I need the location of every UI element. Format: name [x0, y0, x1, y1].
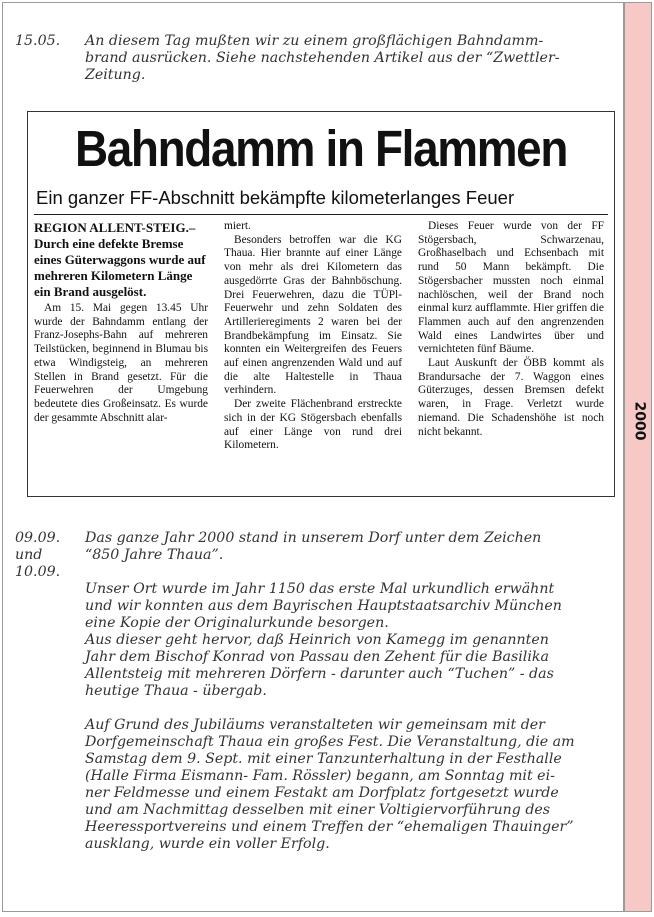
clipping-lead: REGION ALLENT-STEIG.– Durch eine defekte Bremse eines Güterwaggons wurde auf mehreren Kilometern Länge ein Brand ausgelöst. [34, 220, 206, 299]
date-line: 10.09. [15, 564, 61, 580]
clipping-paragraph: Am 15. Mai gegen 13.45 Uhr wurde der Bahndamm entlang der Franz-Josephs-Bahn auf mehreren Teilstücken, beginnend in Blumau bis etwa Windigsteig, an mehreren Stellen in Brand gesetzt. Für die Feuerwehren der Umgebung bedeutete dies Großeinsatz. Es wurde der gesammte Abschnitt alar- [34, 302, 208, 424]
entry-date [15, 530, 85, 581]
clipping-column-2 [224, 220, 402, 453]
text-line: (Halle Firma Eismann- Fam. Rössler) begann, am Sonntag mit ei- [85, 768, 555, 784]
text-line: und am Nachmittag desselben mit einer Voltigiervorführung des [85, 802, 551, 818]
text-line: An diesem Tag mußten wir zu einem großflächigen Bahndamm- [85, 33, 544, 49]
text-line: Das ganze Jahr 2000 stand in unserem Dorf unter dem Zeichen [85, 530, 542, 546]
text-line: Aus dieser geht hervor, daß Heinrich von Kamegg im genannten [85, 632, 549, 648]
clipping-paragraph: Besonders betroffen war die KG Thaua. Hier brannte auf einer Länge von mehr als drei Kilometern das ausgedörrte Gras der Bahnböschung. Drei Feuerwehren, dazu die TÜPl-Feuerwehr und zehn Soldaten des Artillerieregiments 2 waren bei der Brandbekämpfung im Einsatz. Sie konnten ein Weitergreifen des Feuers auf einen angrenzenden Wald und auf die alte Haltestelle in Thaua verhindern. [224, 233, 402, 397]
text-line: Heeressportvereins und einem Treffen der “ehemaligen Thauinger” [85, 819, 574, 835]
entry-date: 15.05. [15, 33, 61, 49]
entry-text [85, 33, 560, 84]
clipping-divider [34, 214, 608, 215]
text-line: Dorfgemeinschaft Thaua ein großes Fest. Die Veranstaltung, die am [85, 734, 575, 750]
text-line: brand ausrücken. Siehe nachstehenden Artikel aus der “Zwettler- [85, 50, 560, 66]
text-line: Auf Grund des Jubiläums veranstalteten wir gemeinsam mit der [85, 717, 545, 733]
clipping-paragraph: Dieses Feuer wurde von der FF Stögersbach, Schwarzenau, Großhaselbach und Echsenbach mit rund 50 Mann bekämpft. Die Stögersbacher mussten noch einmal nachlöschen, weil der Brand noch einmal kurz aufflammte. Hier griffen die Flammen auch auf den angrenzenden Wald eines Landwirtes über und vernichteten fünf Bäume. [418, 220, 604, 356]
clipping-paragraph: Laut Auskunft der ÖBB kommt als Brandursache der 7. Waggon eines Güterzuges, dessen Bremsen defekt waren, in Frage. Verletzt wurde niemand. Die Schadenshöhe ist noch nicht bekannt. [418, 357, 604, 438]
clipping-paragraph: miert. [224, 220, 251, 232]
text-line: ausklang, wurde ein voller Erfolg. [85, 836, 330, 852]
text-line: Samstag dem 9. Sept. mit einer Tanzunterhaltung in der Festhalle [85, 751, 562, 767]
date-line: und [15, 547, 43, 563]
newspaper-clipping [27, 111, 615, 497]
text-line: “850 Jahre Thaua”. [85, 547, 224, 563]
year-side-tab [624, 2, 652, 912]
text-line: eine Kopie der Originalurkunde besorgen. [85, 615, 389, 631]
clipping-headline: Bahndamm in Flammen [74, 120, 568, 177]
text-line: und wir konnten aus dem Bayrischen Hauptstaatsarchiv München [85, 598, 562, 614]
text-line: Allentsteig mit mehreren Dörfern - darunter auch “Tuchen” - das [85, 666, 554, 682]
text-line: Unser Ort wurde im Jahr 1150 das erste Mal urkundlich erwähnt [85, 581, 555, 597]
text-line: ner Feldmesse und einem Festakt am Dorfplatz fortgesetzt wurde [85, 785, 559, 801]
text-line: heutige Thaua - übergab. [85, 683, 267, 699]
clipping-column-1 [34, 220, 208, 425]
text-line: Zeitung. [85, 67, 146, 83]
text-line: Jahr dem Bischof Konrad von Passau den Zehent für die Basilika [85, 649, 549, 665]
clipping-subheadline: Ein ganzer FF-Abschnitt bekämpfte kilometerlanges Feuer [36, 187, 515, 208]
date-line: 09.09. [15, 530, 61, 546]
entry-text [85, 530, 575, 853]
clipping-paragraph: Der zweite Flächenbrand erstreckte sich in der KG Stögersbach ebenfalls auf einer Länge von rund drei Kilometern. [224, 398, 402, 452]
year-label: 2000 [631, 401, 647, 441]
clipping-column-3 [418, 220, 604, 439]
